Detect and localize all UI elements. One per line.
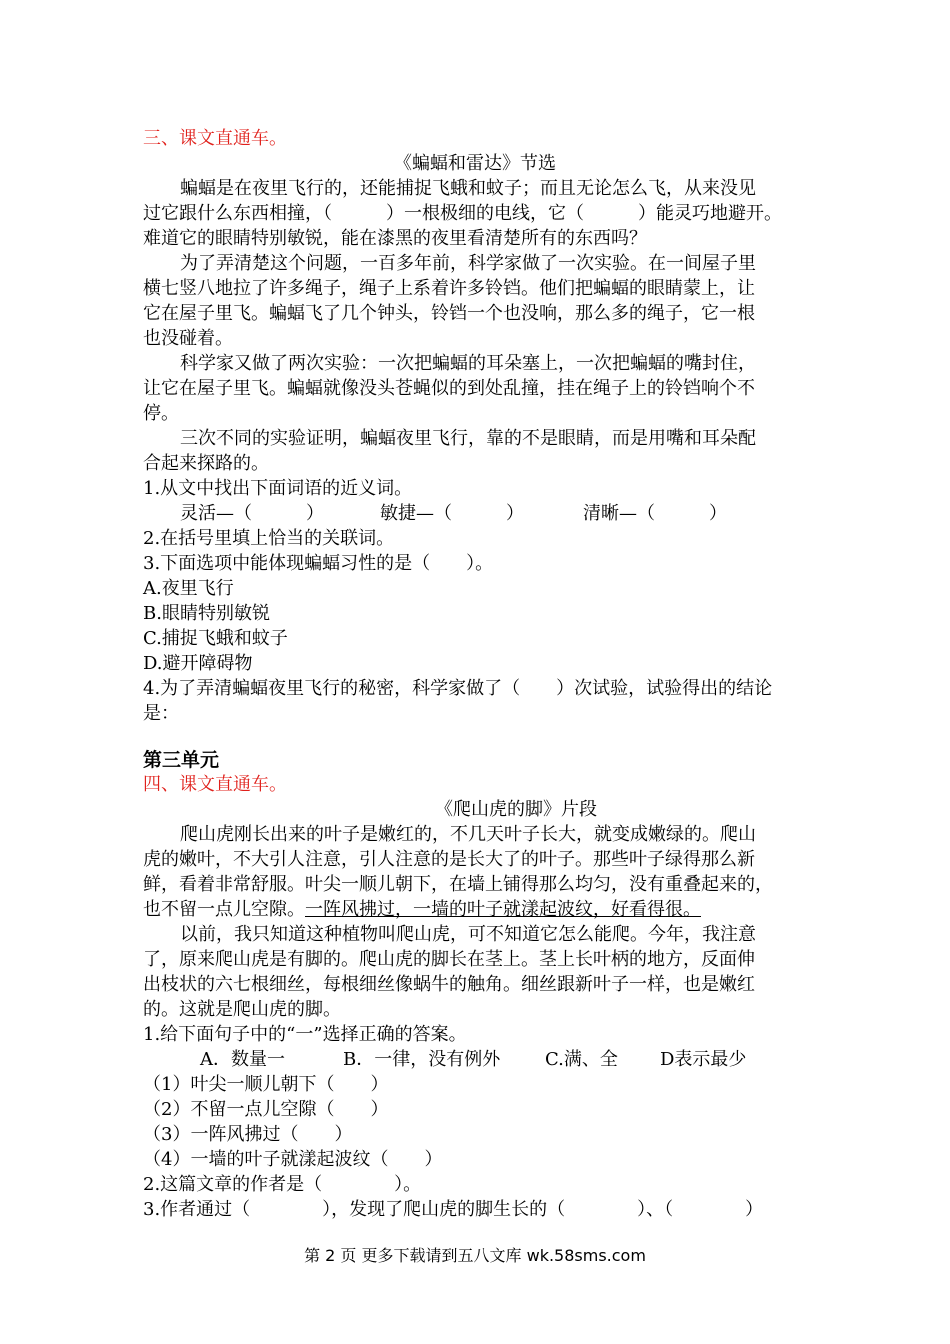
paragraph-line (143, 898, 701, 922)
option-c: C.捕捉飞蛾和蚊子 (143, 628, 288, 649)
sub-question: （1）叶尖一顺儿朝下（ ） (143, 1074, 389, 1095)
unit-heading: 第三单元 (143, 749, 220, 771)
paragraph-line: 也没碰着。 (143, 328, 233, 349)
synonym-item: 敏捷—（ ） (380, 503, 524, 524)
option-a: A.夜里飞行 (143, 578, 234, 599)
paragraph-line: 为了弄清楚这个问题，一百多年前，科学家做了一次实验。在一间屋子里 (180, 253, 756, 274)
paragraph-line: 停。 (143, 403, 179, 424)
paragraph-line: 了，原来爬山虎是有脚的。爬山虎的脚长在茎上。茎上长叶柄的地方，反面伸 (143, 949, 755, 970)
question-1: 1.给下面句子中的“一”选择正确的答案。 (143, 1024, 467, 1045)
sub-question: （2）不留一点儿空隙（ ） (143, 1099, 389, 1120)
paragraph-line: 爬山虎刚长出来的叶子是嫩红的，不几天叶子长大，就变成嫩绿的。爬山 (180, 824, 756, 845)
paragraph-text: 也不留一点儿空隙。 (143, 899, 305, 920)
paragraph-line: 出枝状的六七根细丝，每根细丝像蜗牛的触角。细丝跟新叶子一样，也是嫩红 (143, 974, 755, 995)
question-2: 2.这篇文章的作者是（ ）。 (143, 1174, 422, 1195)
choice-b: B．一律，没有例外 (343, 1049, 501, 1070)
paragraph-line: 横七竖八地拉了许多绳子，绳子上系着许多铃铛。他们把蝙蝠的眼睛蒙上，让 (143, 278, 755, 299)
question-4-cont: 是： (143, 703, 179, 724)
question-3: 3.下面选项中能体现蝙蝠习性的是（ ）。 (143, 553, 494, 574)
choice-a: A．数量一 (200, 1049, 285, 1070)
passage-title-bats: 《蝙蝠和雷达》节选 (394, 153, 556, 174)
underlined-sentence: 一阵风拂过，一墙的叶子就漾起波纹，好看得很。 (305, 899, 701, 920)
paragraph-line: 过它跟什么东西相撞，（ ）一根极细的电线，它（ ）能灵巧地避开。 (143, 203, 782, 224)
paragraph-line: 虎的嫩叶，不大引人注意，引人注意的是长大了的叶子。那些叶子绿得那么新 (143, 849, 755, 870)
sub-question: （4）一墙的叶子就漾起波纹（ ） (143, 1149, 443, 1170)
section-heading-3: 三、课文直通车。 (143, 128, 287, 149)
synonym-item: 灵活—（ ） (180, 503, 324, 524)
paragraph-line: 蝙蝠是在夜里飞行的，还能捕捉飞蛾和蚊子；而且无论怎么飞，从来没见 (180, 178, 756, 199)
question-4: 4.为了弄清蝙蝠夜里飞行的秘密，科学家做了（ ）次试验，试验得出的结论 (143, 678, 773, 699)
choice-c: C.满、全 (545, 1049, 618, 1070)
paragraph-line: 以前，我只知道这种植物叫爬山虎，可不知道它怎么能爬。今年，我注意 (180, 924, 756, 945)
paragraph-line: 难道它的眼睛特别敏锐，能在漆黑的夜里看清楚所有的东西吗？ (143, 228, 647, 249)
paragraph-line: 的。这就是爬山虎的脚。 (143, 999, 341, 1020)
sub-question: （3）一阵风拂过（ ） (143, 1124, 353, 1145)
passage-title-ivy: 《爬山虎的脚》片段 (435, 799, 597, 820)
paragraph-line: 合起来探路的。 (143, 453, 269, 474)
synonym-item: 清晰—（ ） (583, 503, 727, 524)
page-footer: 第 2 页 更多下载请到五八文库 wk.58sms.com (304, 1246, 646, 1265)
paragraph-line: 三次不同的实验证明，蝙蝠夜里飞行，靠的不是眼睛，而是用嘴和耳朵配 (180, 428, 756, 449)
option-b: B.眼睛特别敏锐 (143, 603, 270, 624)
paragraph-line: 让它在屋子里飞。蝙蝠就像没头苍蝇似的到处乱撞，挂在绳子上的铃铛响个不 (143, 378, 755, 399)
question-3: 3.作者通过（ ），发现了爬山虎的脚生长的（ ）、（ ） (143, 1199, 764, 1220)
question-2: 2.在括号里填上恰当的关联词。 (143, 528, 395, 549)
option-d: D.避开障碍物 (143, 653, 253, 674)
paragraph-line: 科学家又做了两次实验：一次把蝙蝠的耳朵塞上，一次把蝙蝠的嘴封住， (180, 353, 756, 374)
paragraph-line: 鲜，看着非常舒服。叶尖一顺儿朝下，在墙上铺得那么均匀，没有重叠起来的， (143, 874, 773, 895)
choice-d: D表示最少 (660, 1049, 747, 1070)
section-heading-4: 四、课文直通车。 (143, 774, 287, 795)
question-1: 1.从文中找出下面词语的近义词。 (143, 478, 413, 499)
paragraph-line: 它在屋子里飞。蝙蝠飞了几个钟头，铃铛一个也没响，那么多的绳子，它一根 (143, 303, 755, 324)
